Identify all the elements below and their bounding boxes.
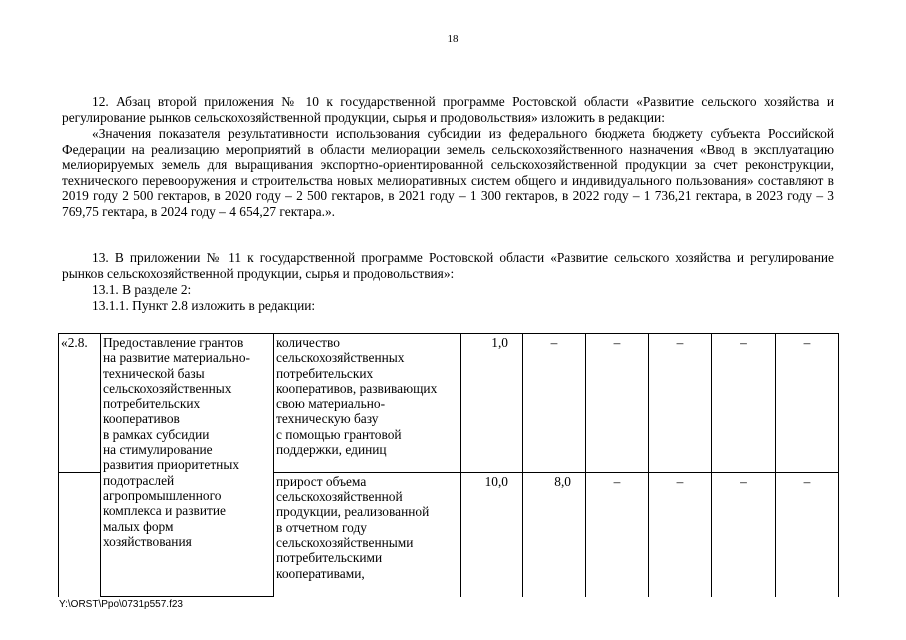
indicator-line: свою материально-: [276, 396, 386, 412]
indicator-line: сельскохозяйственной: [276, 489, 403, 505]
value-cell: –: [649, 472, 712, 596]
paragraph-13: 13. В приложении № 11 к государственной программе Ростовской области «Развитие сельского хозяйства и регулирование рынков сельскохозяйственной продукции, сырья и продовольствия»:: [62, 250, 834, 281]
table-row: [59, 334, 839, 473]
measure-line: сельскохозяйственных: [103, 380, 232, 396]
measure-line: в рамках субсидии: [103, 426, 210, 442]
item-number-cell: [59, 334, 101, 473]
item-number: «2.8.: [61, 335, 88, 350]
value-cell: –: [712, 472, 776, 596]
indicator-line: кооперативами,: [276, 565, 365, 581]
paragraph-12-quote: «Значения показателя результативности использования субсидии из федерального бюджета бюджету субъекта Российской Федерации на реализацию мероприятий в области мелиорации земель сельскохозяйственного назначения «Ввод в эксплуатацию мелиорируемых земель для выращивания экспортно-ориентированной сельскохозяйственной продукции за счет реконструкции, технического перевооружения и строительства новых мелиоративных систем общего и индивидуального пользования» составляют в 2019 году 2 500 гектаров, в 2020 году – 2 500 гектаров, в 2021 году – 1 300 гектаров, в 2022 году – 1 736,21 гектара, в 2023 году – 3 769,75 гектара, в 2024 году – 4 654,27 гектара.».: [62, 126, 834, 219]
measure-line: агропромышленного: [103, 487, 222, 503]
measure-line: малых форм: [103, 518, 174, 534]
indicator-line: техническую базу: [276, 411, 379, 427]
value-cell: 1,0: [461, 334, 523, 473]
indicator-line: кооперативов, развивающих: [276, 380, 438, 396]
measure-line: подотраслей: [103, 472, 175, 488]
measure-line: комплекса и развитие: [103, 503, 226, 519]
page-number: 18: [447, 33, 459, 45]
measure-line: развития приоритетных: [103, 457, 240, 473]
indicator-line: с помощью грантовой: [276, 426, 402, 442]
item-number-cell-empty: [59, 472, 101, 596]
value-cell: –: [523, 334, 586, 473]
indicator-line: сельскохозяйственных: [276, 350, 405, 366]
paragraph-13-1-1: 13.1.1. Пункт 2.8 изложить в редакции:: [92, 298, 316, 313]
indicator-line: потребительских: [276, 365, 374, 381]
indicator-table: [58, 333, 839, 597]
measure-line: потребительских: [103, 396, 201, 412]
measure-cell: [101, 334, 274, 597]
measure-line: кооперативов: [103, 411, 180, 427]
value-cell: –: [586, 334, 649, 473]
value-cell: –: [712, 334, 776, 473]
measure-line: на развитие материально-: [103, 350, 250, 366]
indicator-cell: [274, 334, 461, 473]
paragraph-13-1: 13.1. В разделе 2:: [92, 282, 192, 297]
indicator-line: потребительскими: [276, 550, 383, 566]
indicator-line: сельскохозяйственными: [276, 534, 414, 550]
indicator-line: в отчетном году: [276, 519, 367, 535]
indicator-line: поддержки, единиц: [276, 442, 387, 458]
value-cell: –: [776, 472, 839, 596]
value-cell: –: [649, 334, 712, 473]
measure-line: на стимулирование: [103, 442, 213, 458]
indicator-cell: [274, 472, 461, 596]
paragraph-12: 12. Абзац второй приложения № 10 к государственной программе Ростовской области «Развитие сельского хозяйства и регулирование рынков сельскохозяйственной продукции, сырья и продовольствия» изложить в редакции:: [62, 94, 834, 125]
file-path-footer: Y:\ORST\Ppo\0731p557.f23: [59, 599, 183, 610]
measure-line: хозяйствования: [103, 533, 192, 549]
value-cell: 10,0: [461, 472, 523, 596]
indicator-line: прирост объема: [276, 473, 367, 489]
value-cell: –: [586, 472, 649, 596]
value-cell: –: [776, 334, 839, 473]
measure-line: технической базы: [103, 365, 205, 381]
indicator-line: количество: [276, 335, 340, 350]
value-cell: 8,0: [523, 472, 586, 596]
measure-line: Предоставление грантов: [103, 335, 244, 350]
indicator-line: продукции, реализованной: [276, 504, 430, 520]
